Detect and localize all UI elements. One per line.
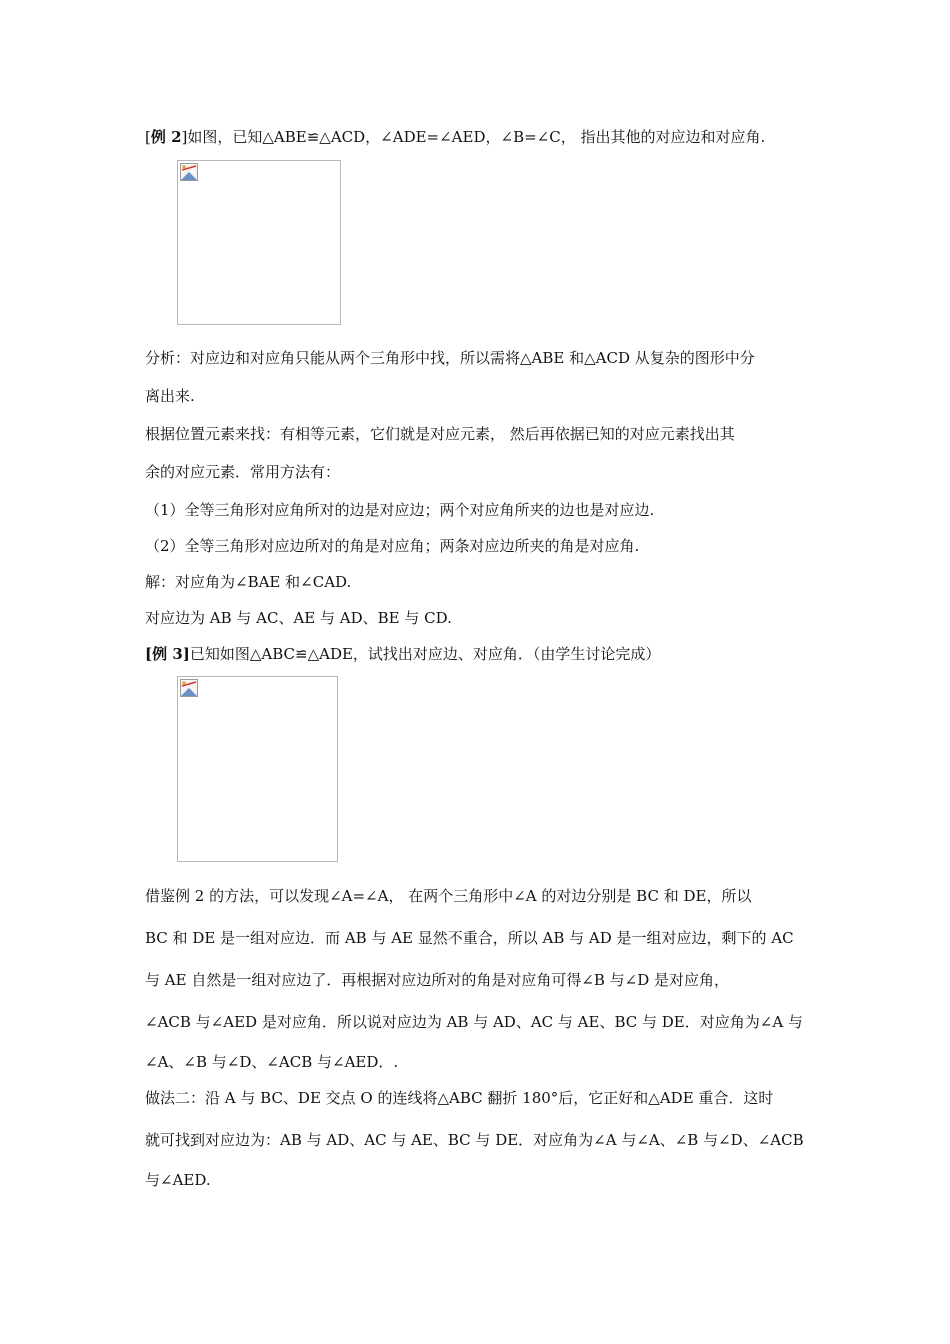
solution-line-2: 对应边为 AB 与 AC、AE 与 AD、BE 与 CD. — [145, 609, 452, 627]
broken-image-icon — [180, 163, 198, 181]
method-1: （1）全等三角形对应角所对的边是对应边；两个对应角所夹的边也是对应边. — [145, 501, 655, 519]
example3-tag: [例 3] — [145, 645, 190, 663]
example2-tag-open: [ — [145, 128, 151, 146]
figure-1-placeholder — [177, 160, 341, 325]
method-two-line-2: 就可找到对应边为：AB 与 AD、AC 与 AE、BC 与 DE．对应角为∠A 与∠A、∠B 与∠D、∠ACB — [145, 1131, 804, 1149]
method-two-line-3: 与∠AED. — [145, 1171, 211, 1189]
figure-2-placeholder — [177, 676, 338, 862]
example2-tag-close: ] — [181, 128, 188, 146]
discussion-line-5: ∠A、∠B 与∠D、∠ACB 与∠AED．. — [145, 1053, 399, 1071]
method-two-line-1: 做法二：沿 A 与 BC、DE 交点 O 的连线将△ABC 翻折 180°后，它正好和△ADE 重合．这时 — [145, 1089, 774, 1107]
example2-tag: 例 2 — [150, 128, 182, 146]
example2-text: 如图，已知△ABE≌△ACD，∠ADE=∠AED，∠B=∠C， 指出其他的对应边和对应角. — [187, 128, 766, 146]
broken-image-icon — [180, 679, 198, 697]
example2-heading — [145, 127, 765, 147]
analysis-line-2: 离出来. — [145, 387, 195, 405]
method-2: （2）全等三角形对应边所对的角是对应角；两条对应边所夹的角是对应角. — [145, 537, 640, 555]
analysis-line-3: 根据位置元素来找：有相等元素，它们就是对应元素， 然后再依据已知的对应元素找出其 — [145, 425, 735, 443]
example3-heading — [145, 644, 660, 664]
discussion-line-4: ∠ACB 与∠AED 是对应角．所以说对应边为 AB 与 AD、AC 与 AE、BC 与 DE．对应角为∠A 与 — [145, 1013, 803, 1031]
example3-text: 已知如图△ABC≌△ADE，试找出对应边、对应角．（由学生讨论完成） — [189, 645, 661, 663]
analysis-line-1: 分析：对应边和对应角只能从两个三角形中找，所以需将△ABE 和△ACD 从复杂的图形中分 — [145, 349, 755, 367]
discussion-line-2: BC 和 DE 是一组对应边．而 AB 与 AE 显然不重合，所以 AB 与 AD 是一组对应边，剩下的 AC — [145, 929, 794, 947]
solution-line-1: 解：对应角为∠BAE 和∠CAD. — [145, 573, 352, 591]
discussion-line-3: 与 AE 自然是一组对应边了．再根据对应边所对的角是对应角可得∠B 与∠D 是对应角， — [145, 971, 730, 989]
discussion-line-1: 借鉴例 2 的方法，可以发现∠A=∠A， 在两个三角形中∠A 的对边分别是 BC 和 DE，所以 — [145, 887, 752, 905]
analysis-line-4: 余的对应元素．常用方法有： — [145, 463, 341, 481]
